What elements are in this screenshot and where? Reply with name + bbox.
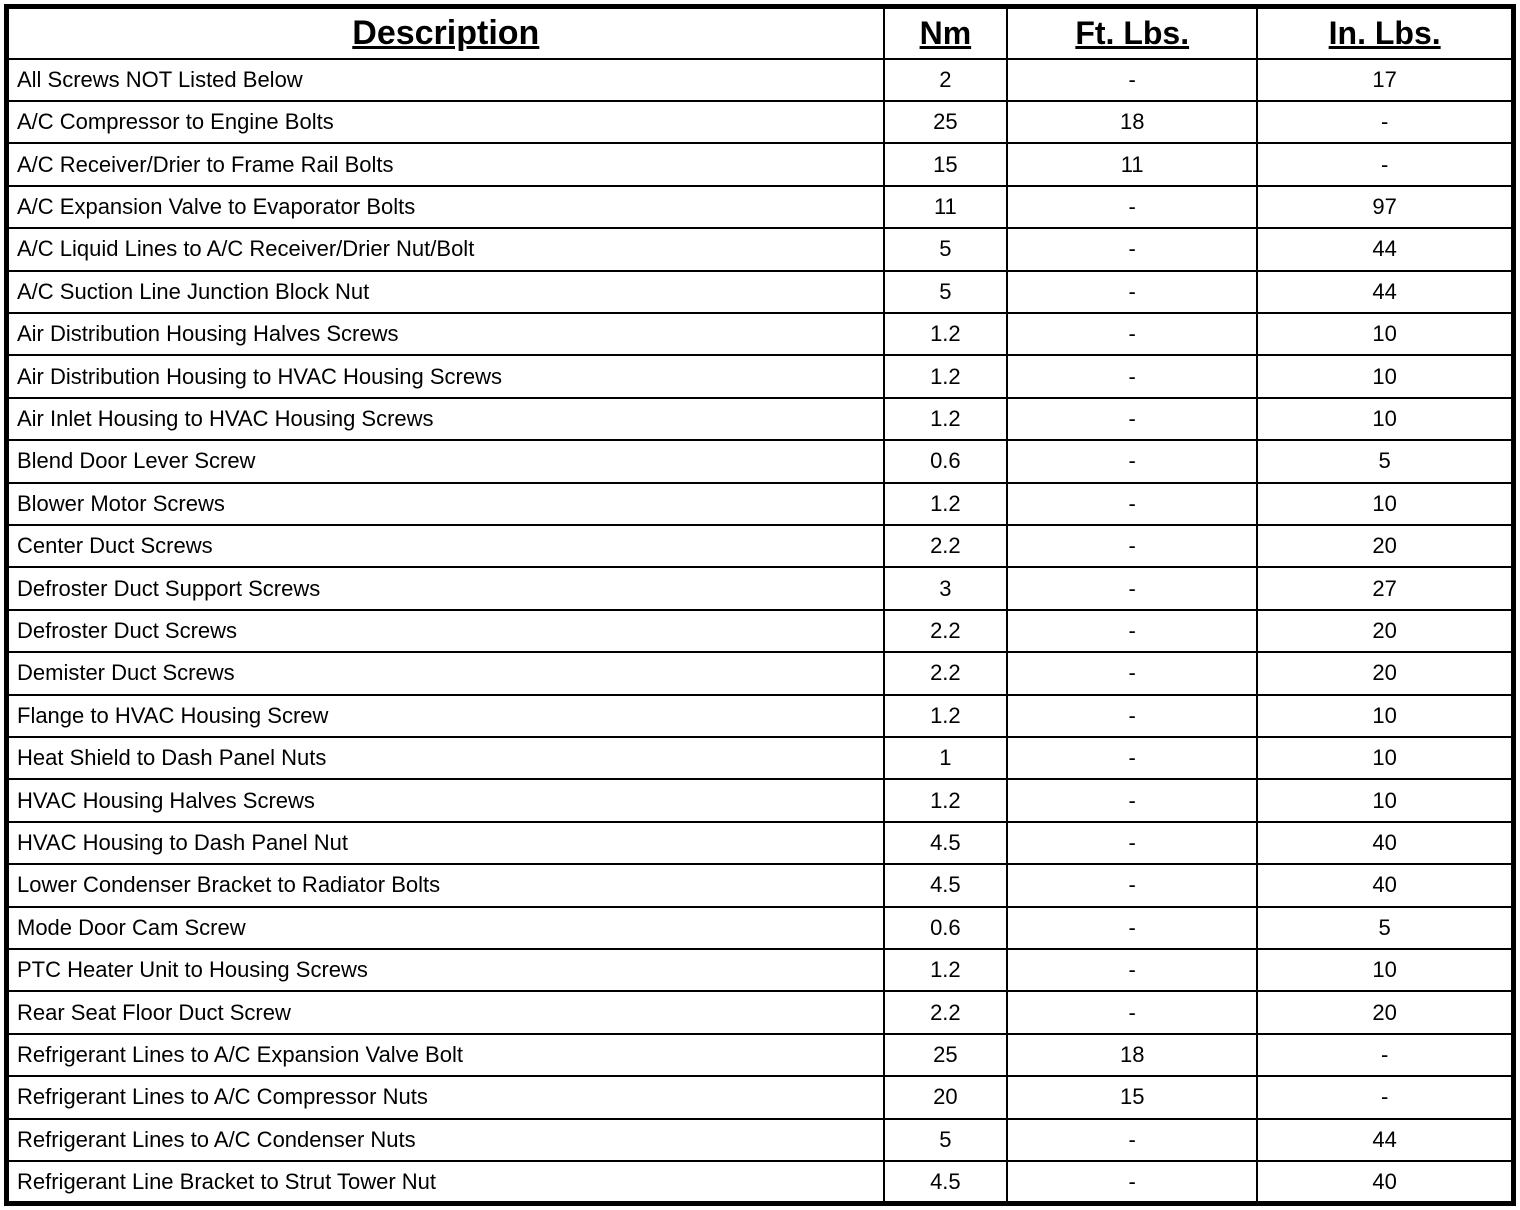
- cell-in-lbs: 10: [1257, 483, 1513, 525]
- cell-nm: 1.2: [884, 695, 1008, 737]
- cell-nm: 5: [884, 271, 1008, 313]
- table-row: [7, 991, 1514, 1033]
- table-row: [7, 907, 1514, 949]
- cell-description: Rear Seat Floor Duct Screw: [7, 991, 884, 1033]
- cell-in-lbs: 44: [1257, 271, 1513, 313]
- cell-description: A/C Expansion Valve to Evaporator Bolts: [7, 186, 884, 228]
- header-row: [7, 7, 1514, 59]
- table-row: [7, 525, 1514, 567]
- cell-ft-lbs: -: [1007, 313, 1257, 355]
- table-row: [7, 822, 1514, 864]
- cell-description: Air Distribution Housing to HVAC Housing Screws: [7, 355, 884, 397]
- table-row: [7, 737, 1514, 779]
- table-row: [7, 864, 1514, 906]
- cell-in-lbs: 40: [1257, 1161, 1513, 1203]
- cell-nm: 1.2: [884, 779, 1008, 821]
- cell-nm: 20: [884, 1076, 1008, 1118]
- table-row: [7, 1161, 1514, 1203]
- cell-in-lbs: -: [1257, 1076, 1513, 1118]
- cell-ft-lbs: -: [1007, 991, 1257, 1033]
- cell-ft-lbs: -: [1007, 737, 1257, 779]
- cell-nm: 2.2: [884, 991, 1008, 1033]
- cell-nm: 2: [884, 59, 1008, 101]
- cell-in-lbs: 5: [1257, 907, 1513, 949]
- table-row: [7, 228, 1514, 270]
- table-row: [7, 59, 1514, 101]
- cell-in-lbs: 10: [1257, 949, 1513, 991]
- cell-description: Heat Shield to Dash Panel Nuts: [7, 737, 884, 779]
- table-row: [7, 695, 1514, 737]
- cell-description: Defroster Duct Screws: [7, 610, 884, 652]
- table-row: [7, 949, 1514, 991]
- cell-ft-lbs: -: [1007, 59, 1257, 101]
- header-ft-lbs: Ft. Lbs.: [1007, 7, 1257, 59]
- cell-nm: 1.2: [884, 355, 1008, 397]
- table-header: [7, 7, 1514, 59]
- cell-in-lbs: 10: [1257, 779, 1513, 821]
- cell-nm: 2.2: [884, 652, 1008, 694]
- cell-ft-lbs: 11: [1007, 143, 1257, 185]
- cell-ft-lbs: -: [1007, 483, 1257, 525]
- cell-description: A/C Suction Line Junction Block Nut: [7, 271, 884, 313]
- cell-nm: 1.2: [884, 483, 1008, 525]
- cell-description: Lower Condenser Bracket to Radiator Bolts: [7, 864, 884, 906]
- cell-in-lbs: 10: [1257, 313, 1513, 355]
- table-row: [7, 567, 1514, 609]
- cell-description: A/C Receiver/Drier to Frame Rail Bolts: [7, 143, 884, 185]
- cell-ft-lbs: -: [1007, 271, 1257, 313]
- cell-ft-lbs: -: [1007, 440, 1257, 482]
- cell-ft-lbs: 15: [1007, 1076, 1257, 1118]
- cell-description: All Screws NOT Listed Below: [7, 59, 884, 101]
- cell-nm: 0.6: [884, 907, 1008, 949]
- cell-in-lbs: 97: [1257, 186, 1513, 228]
- cell-in-lbs: 20: [1257, 610, 1513, 652]
- table-row: [7, 143, 1514, 185]
- cell-in-lbs: 10: [1257, 737, 1513, 779]
- table-row: [7, 1119, 1514, 1161]
- cell-ft-lbs: -: [1007, 228, 1257, 270]
- cell-ft-lbs: -: [1007, 610, 1257, 652]
- cell-nm: 1: [884, 737, 1008, 779]
- cell-description: A/C Liquid Lines to A/C Receiver/Drier Nut/Bolt: [7, 228, 884, 270]
- cell-in-lbs: -: [1257, 1034, 1513, 1076]
- cell-ft-lbs: -: [1007, 186, 1257, 228]
- cell-description: Flange to HVAC Housing Screw: [7, 695, 884, 737]
- cell-description: A/C Compressor to Engine Bolts: [7, 101, 884, 143]
- cell-ft-lbs: -: [1007, 652, 1257, 694]
- cell-ft-lbs: -: [1007, 822, 1257, 864]
- table-row: [7, 779, 1514, 821]
- cell-nm: 4.5: [884, 864, 1008, 906]
- header-in-lbs: In. Lbs.: [1257, 7, 1513, 59]
- cell-description: Refrigerant Lines to A/C Expansion Valve Bolt: [7, 1034, 884, 1076]
- cell-ft-lbs: 18: [1007, 101, 1257, 143]
- cell-description: Demister Duct Screws: [7, 652, 884, 694]
- cell-in-lbs: 40: [1257, 822, 1513, 864]
- cell-ft-lbs: -: [1007, 1161, 1257, 1203]
- cell-in-lbs: 5: [1257, 440, 1513, 482]
- cell-description: Air Inlet Housing to HVAC Housing Screws: [7, 398, 884, 440]
- cell-description: Center Duct Screws: [7, 525, 884, 567]
- cell-nm: 11: [884, 186, 1008, 228]
- table-row: [7, 610, 1514, 652]
- cell-description: HVAC Housing to Dash Panel Nut: [7, 822, 884, 864]
- table-row: [7, 355, 1514, 397]
- cell-nm: 5: [884, 1119, 1008, 1161]
- cell-in-lbs: 44: [1257, 1119, 1513, 1161]
- cell-in-lbs: 17: [1257, 59, 1513, 101]
- cell-ft-lbs: -: [1007, 695, 1257, 737]
- cell-description: PTC Heater Unit to Housing Screws: [7, 949, 884, 991]
- cell-description: Mode Door Cam Screw: [7, 907, 884, 949]
- cell-nm: 1.2: [884, 949, 1008, 991]
- table-row: [7, 101, 1514, 143]
- cell-ft-lbs: -: [1007, 355, 1257, 397]
- cell-in-lbs: 20: [1257, 652, 1513, 694]
- cell-nm: 0.6: [884, 440, 1008, 482]
- cell-in-lbs: 10: [1257, 398, 1513, 440]
- cell-in-lbs: -: [1257, 101, 1513, 143]
- cell-nm: 2.2: [884, 610, 1008, 652]
- cell-description: Refrigerant Lines to A/C Compressor Nuts: [7, 1076, 884, 1118]
- cell-description: Air Distribution Housing Halves Screws: [7, 313, 884, 355]
- cell-nm: 25: [884, 101, 1008, 143]
- table-row: [7, 652, 1514, 694]
- cell-description: Blower Motor Screws: [7, 483, 884, 525]
- cell-description: Refrigerant Lines to A/C Condenser Nuts: [7, 1119, 884, 1161]
- cell-ft-lbs: -: [1007, 398, 1257, 440]
- cell-ft-lbs: -: [1007, 949, 1257, 991]
- table-row: [7, 1034, 1514, 1076]
- cell-nm: 25: [884, 1034, 1008, 1076]
- cell-in-lbs: 27: [1257, 567, 1513, 609]
- cell-nm: 1.2: [884, 398, 1008, 440]
- cell-description: Blend Door Lever Screw: [7, 440, 884, 482]
- cell-ft-lbs: 18: [1007, 1034, 1257, 1076]
- table-row: [7, 440, 1514, 482]
- cell-description: Refrigerant Line Bracket to Strut Tower Nut: [7, 1161, 884, 1203]
- cell-nm: 5: [884, 228, 1008, 270]
- cell-in-lbs: 10: [1257, 355, 1513, 397]
- cell-in-lbs: 20: [1257, 525, 1513, 567]
- torque-spec-table: [4, 4, 1516, 1206]
- cell-in-lbs: 10: [1257, 695, 1513, 737]
- cell-in-lbs: 44: [1257, 228, 1513, 270]
- table-row: [7, 313, 1514, 355]
- cell-description: HVAC Housing Halves Screws: [7, 779, 884, 821]
- cell-description: Defroster Duct Support Screws: [7, 567, 884, 609]
- cell-nm: 4.5: [884, 1161, 1008, 1203]
- table-row: [7, 1076, 1514, 1118]
- cell-ft-lbs: -: [1007, 907, 1257, 949]
- cell-nm: 2.2: [884, 525, 1008, 567]
- cell-ft-lbs: -: [1007, 1119, 1257, 1161]
- cell-nm: 4.5: [884, 822, 1008, 864]
- cell-ft-lbs: -: [1007, 567, 1257, 609]
- cell-ft-lbs: -: [1007, 525, 1257, 567]
- table-row: [7, 398, 1514, 440]
- table-row: [7, 271, 1514, 313]
- cell-ft-lbs: -: [1007, 864, 1257, 906]
- header-nm: Nm: [884, 7, 1008, 59]
- cell-in-lbs: -: [1257, 143, 1513, 185]
- cell-ft-lbs: -: [1007, 779, 1257, 821]
- table-body: [7, 59, 1514, 1204]
- cell-nm: 1.2: [884, 313, 1008, 355]
- table-row: [7, 483, 1514, 525]
- header-description: Description: [7, 7, 884, 59]
- cell-nm: 3: [884, 567, 1008, 609]
- table-row: [7, 186, 1514, 228]
- cell-nm: 15: [884, 143, 1008, 185]
- cell-in-lbs: 40: [1257, 864, 1513, 906]
- cell-in-lbs: 20: [1257, 991, 1513, 1033]
